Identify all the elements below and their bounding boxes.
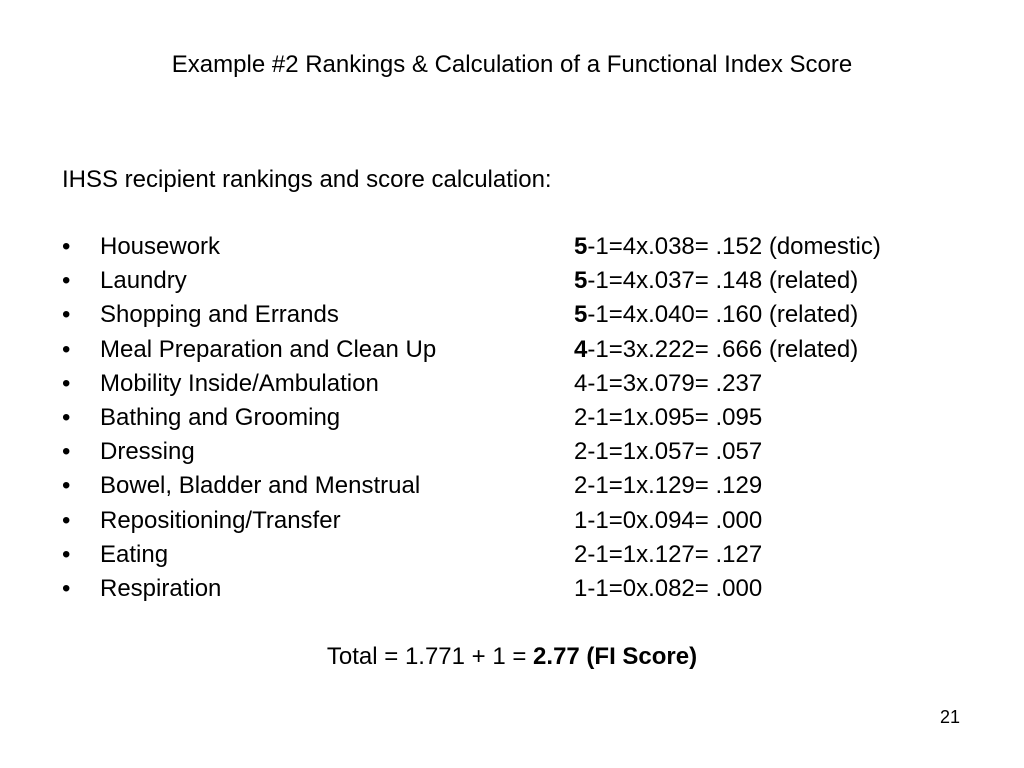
item-label: Laundry (100, 267, 187, 295)
bullet-icon: • (62, 301, 71, 329)
item-calculation (574, 264, 858, 298)
item-calculation (574, 367, 762, 401)
item-formula: -1=4x.037= .148 (related) (587, 267, 859, 295)
item-calculation (574, 230, 881, 264)
page-number: 21 (939, 707, 960, 727)
item-calculation (574, 469, 762, 503)
total-result: 2.77 (FI Score) (533, 643, 698, 670)
item-rank: 1 (574, 506, 588, 534)
item-label: Bowel, Bladder and Menstrual (100, 472, 421, 500)
item-rank: 5 (574, 301, 588, 329)
slide-subtitle: IHSS recipient rankings and score calculation: (62, 166, 552, 193)
total-line (0, 640, 1024, 674)
item-formula: -1=3x.222= .666 (related) (587, 335, 859, 363)
item-formula: -1=0x.082= .000 (587, 574, 763, 602)
item-rank: 5 (574, 267, 588, 295)
item-calculation (574, 572, 762, 606)
item-label: Meal Preparation and Clean Up (100, 335, 437, 363)
item-formula: -1=1x.057= .057 (587, 438, 763, 466)
item-label: Dressing (100, 438, 195, 466)
item-calculation (574, 435, 762, 469)
slide-title: Example #2 Rankings & Calculation of a Functional Index Score (171, 51, 853, 78)
item-formula: -1=1x.127= .127 (587, 540, 763, 568)
item-formula: -1=1x.095= .095 (587, 403, 763, 431)
bullet-icon: • (62, 267, 71, 295)
item-rank: 4 (574, 335, 588, 363)
item-rank: 2 (574, 403, 588, 431)
item-formula: -1=4x.038= .152 (domestic) (587, 233, 881, 260)
bullet-icon: • (62, 574, 71, 602)
bullet-icon: • (62, 472, 71, 500)
bullet-icon: • (62, 438, 71, 466)
item-rank: 2 (574, 540, 588, 568)
item-calculation (574, 504, 762, 538)
bullet-icon: • (62, 369, 71, 397)
item-formula: -1=0x.094= .000 (587, 506, 763, 534)
item-rank: 1 (574, 574, 588, 602)
item-calculation (574, 298, 858, 332)
item-label: Repositioning/Transfer (100, 506, 341, 534)
total-prefix: Total = 1.771 + 1 = (326, 643, 534, 670)
bullet-icon: • (62, 403, 71, 431)
item-rank: 2 (574, 438, 588, 466)
item-rank: 5 (574, 233, 588, 260)
item-formula: -1=3x.079= .237 (587, 369, 763, 397)
bullet-icon: • (62, 506, 71, 534)
item-label: Respiration (100, 574, 222, 602)
bullet-icon: • (62, 540, 71, 568)
item-label: Eating (100, 540, 169, 568)
item-label: Housework (100, 233, 221, 260)
item-rank: 2 (574, 472, 588, 500)
item-calculation (574, 538, 762, 572)
bullet-icon: • (62, 335, 71, 363)
item-label: Mobility Inside/Ambulation (100, 369, 379, 397)
item-label: Bathing and Grooming (100, 403, 341, 431)
item-label: Shopping and Errands (100, 301, 339, 329)
bullet-icon: • (62, 233, 71, 260)
item-formula: -1=1x.129= .129 (587, 472, 763, 500)
item-formula: -1=4x.040= .160 (related) (587, 301, 859, 329)
item-calculation (574, 401, 762, 435)
item-calculation (574, 333, 858, 367)
item-rank: 4 (574, 369, 588, 397)
